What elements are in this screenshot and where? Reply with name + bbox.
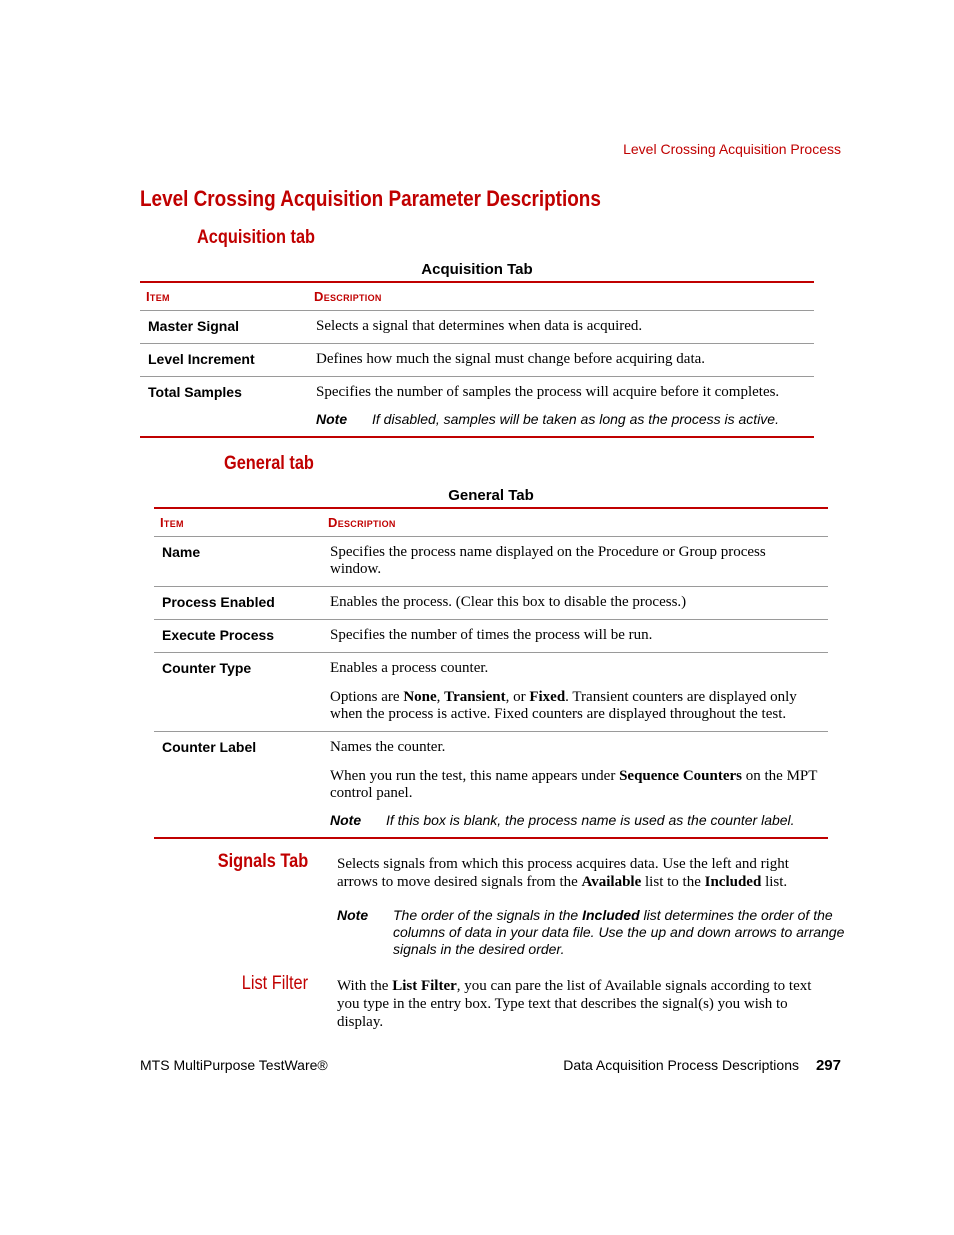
note-text: If this box is blank, the process name is used as the counter label.	[386, 812, 795, 828]
page-number: 297	[815, 1057, 841, 1074]
row-item: Counter Type	[154, 653, 322, 732]
list-filter-heading: List Filter	[241, 973, 308, 994]
note-text: The order of the signals in the Included list determines the order of the columns of data in your data file. Use the up and down arrows to arrange signals in the desired order.	[393, 907, 845, 957]
column-header-description: Description	[308, 282, 814, 311]
note-label: Note	[337, 907, 369, 923]
general-table	[154, 507, 828, 839]
signals-note	[337, 907, 847, 958]
footer-chapter: Data Acquisition Process Descriptions	[563, 1057, 799, 1073]
row-description: Enables the process. (Clear this box to disable the process.)	[322, 587, 828, 620]
table-row	[154, 653, 828, 732]
acquisition-table-caption: Acquisition Tab	[421, 261, 533, 278]
row-item: Counter Label	[154, 732, 322, 839]
acquisition-tab-heading: Acquisition tab	[197, 227, 316, 248]
running-header: Level Crossing Acquisition Process	[623, 141, 841, 157]
row-description: Enables a process counter. Options are None, Transient, or Fixed. Transient counters are displayed only when the process is active. Fixed counters are displayed throughout the test.	[322, 653, 828, 732]
table-row	[140, 311, 814, 344]
column-header-description: Description	[322, 508, 828, 537]
signals-tab-text: Selects signals from which this process acquires data. Use the left and right arrows to move desired signals from the Available list to the Included list.	[337, 856, 789, 890]
note	[316, 411, 806, 428]
note-label: Note	[330, 812, 362, 828]
row-item: Total Samples	[140, 377, 308, 438]
general-table-caption: General Tab	[448, 487, 534, 504]
table-row	[154, 537, 828, 587]
note-text: If disabled, samples will be taken as long as the process is active.	[372, 411, 779, 427]
section-title: Level Crossing Acquisition Parameter Descriptions	[140, 186, 601, 211]
note	[330, 812, 820, 829]
column-header-item: Item	[140, 282, 308, 311]
row-item: Name	[154, 537, 322, 587]
row-item: Process Enabled	[154, 587, 322, 620]
table-header-row	[140, 282, 814, 311]
row-item: Master Signal	[140, 311, 308, 344]
row-description: Specifies the number of samples the process will acquire before it completes. Note If disabled, samples will be taken as long as the process is active.	[308, 377, 814, 438]
row-description: Specifies the process name displayed on the Procedure or Group process window.	[322, 537, 828, 587]
table-row	[140, 344, 814, 377]
row-item: Level Increment	[140, 344, 308, 377]
row-description: Selects a signal that determines when data is acquired.	[308, 311, 814, 344]
counter-label-detail: When you run the test, this name appears under Sequence Counters on the MPT control panel.	[330, 768, 818, 801]
row-description: Defines how much the signal must change before acquiring data.	[308, 344, 814, 377]
row-description: Names the counter. When you run the test, this name appears under Sequence Counters on the MPT control panel. Note If this box is blank, the process name is used as the counter label.	[322, 732, 828, 839]
acquisition-table	[140, 281, 814, 438]
signals-tab-heading: Signals Tab	[217, 851, 308, 872]
table-header-row	[154, 508, 828, 537]
list-filter-text: With the List Filter, you can pare the list of Available signals according to text you type in the entry box. Type text that describes the signal(s) you wish to display.	[337, 978, 812, 1030]
row-description: Specifies the number of times the process will be run.	[322, 620, 828, 653]
footer-product: MTS MultiPurpose TestWare®	[140, 1057, 328, 1073]
column-header-item: Item	[154, 508, 322, 537]
row-item: Execute Process	[154, 620, 322, 653]
table-row	[154, 587, 828, 620]
note-label: Note	[316, 411, 348, 427]
table-row	[140, 377, 814, 438]
general-tab-heading: General tab	[224, 453, 314, 474]
counter-type-options: Options are None, Transient, or Fixed. Transient counters are displayed only when the process is active. Fixed counters are displayed throughout the test.	[330, 689, 797, 722]
table-row	[154, 732, 828, 839]
table-row	[154, 620, 828, 653]
